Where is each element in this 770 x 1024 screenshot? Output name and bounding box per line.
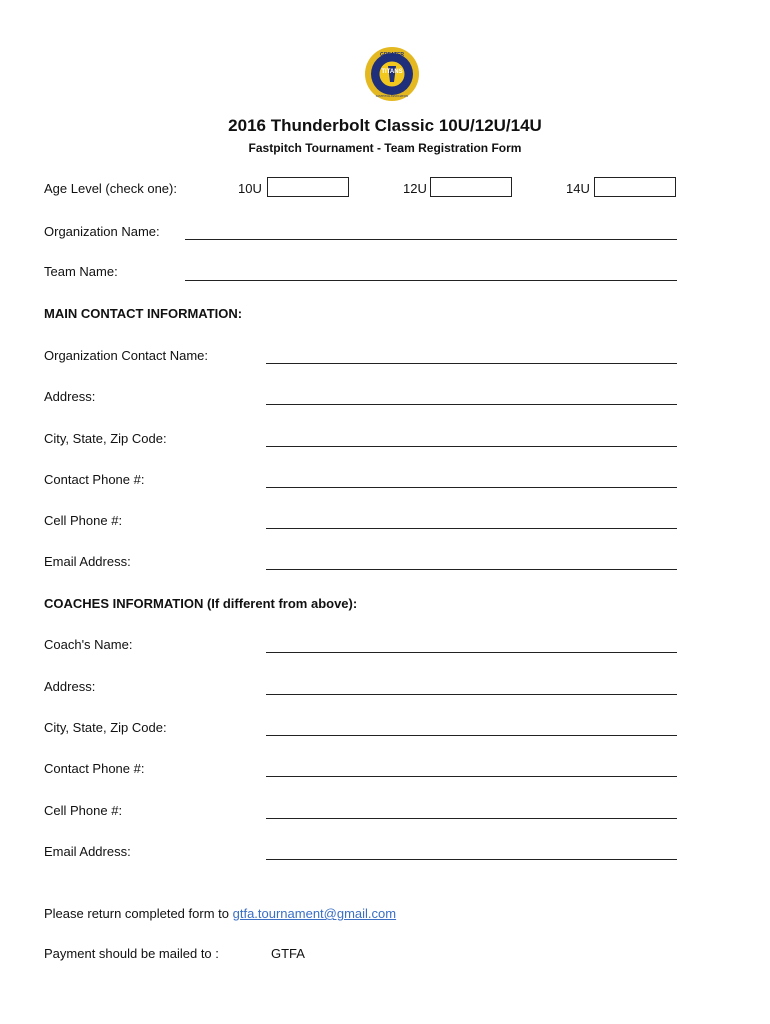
return-instructions (44, 906, 396, 921)
coach-email-field[interactable] (266, 859, 677, 860)
coach-contact-phone-label: Contact Phone #: (44, 761, 145, 776)
team-name-label: Team Name: (44, 264, 118, 279)
main-contact-heading: MAIN CONTACT INFORMATION: (44, 306, 243, 321)
main-contact-phone-field[interactable] (266, 487, 677, 488)
main-contact-phone-label: Contact Phone #: (44, 472, 145, 487)
coaches-heading: COACHES INFORMATION (If different from above): (44, 596, 358, 611)
coach-address-label: Address: (44, 679, 96, 694)
association-logo (364, 46, 420, 102)
main-city-state-zip-label: City, State, Zip Code: (44, 431, 167, 446)
age-12u-checkbox[interactable] (430, 177, 512, 197)
main-city-state-zip-field[interactable] (266, 446, 677, 447)
age-option-10u-label: 10U (238, 181, 262, 196)
coach-city-state-zip-label: City, State, Zip Code: (44, 720, 167, 735)
form-subtitle: Fastpitch Tournament - Team Registration Form (248, 141, 522, 155)
organization-name-field[interactable] (185, 239, 677, 240)
organization-name-label: Organization Name: (44, 224, 160, 239)
coach-name-field[interactable] (266, 652, 677, 653)
age-level-label: Age Level (check one): (44, 181, 177, 196)
payment-label: Payment should be mailed to : (44, 946, 219, 961)
logo-bottom-text: FASTPITCH ASSOCIATION (375, 95, 409, 98)
main-contact-name-label: Organization Contact Name: (44, 348, 209, 363)
age-14u-checkbox[interactable] (594, 177, 676, 197)
main-email-field[interactable] (266, 569, 677, 570)
form-title: 2016 Thunderbolt Classic 10U/12U/14U (228, 116, 542, 135)
age-10u-checkbox[interactable] (267, 177, 349, 197)
coach-cell-phone-label: Cell Phone #: (44, 803, 123, 818)
main-email-label: Email Address: (44, 554, 131, 569)
logo-center-text: TITANS (381, 69, 403, 75)
coach-address-field[interactable] (266, 694, 677, 695)
team-name-field[interactable] (185, 280, 677, 281)
tournament-email-link[interactable]: gtfa.tournament@gmail.com (232, 906, 397, 921)
payment-recipient: GTFA (271, 946, 305, 961)
main-contact-name-field[interactable] (266, 363, 677, 364)
main-address-label: Address: (44, 389, 96, 404)
main-cell-phone-field[interactable] (266, 528, 677, 529)
main-cell-phone-label: Cell Phone #: (44, 513, 123, 528)
coach-city-state-zip-field[interactable] (266, 735, 677, 736)
age-option-14u-label: 14U (566, 181, 590, 196)
age-option-12u-label: 12U (403, 181, 427, 196)
coach-cell-phone-field[interactable] (266, 818, 677, 819)
coach-email-label: Email Address: (44, 844, 131, 859)
logo-top-text: GREATER (379, 52, 405, 58)
return-text: Please return completed form to (44, 906, 229, 921)
coach-contact-phone-field[interactable] (266, 776, 677, 777)
main-address-field[interactable] (266, 404, 677, 405)
coach-name-label: Coach's Name: (44, 637, 133, 652)
